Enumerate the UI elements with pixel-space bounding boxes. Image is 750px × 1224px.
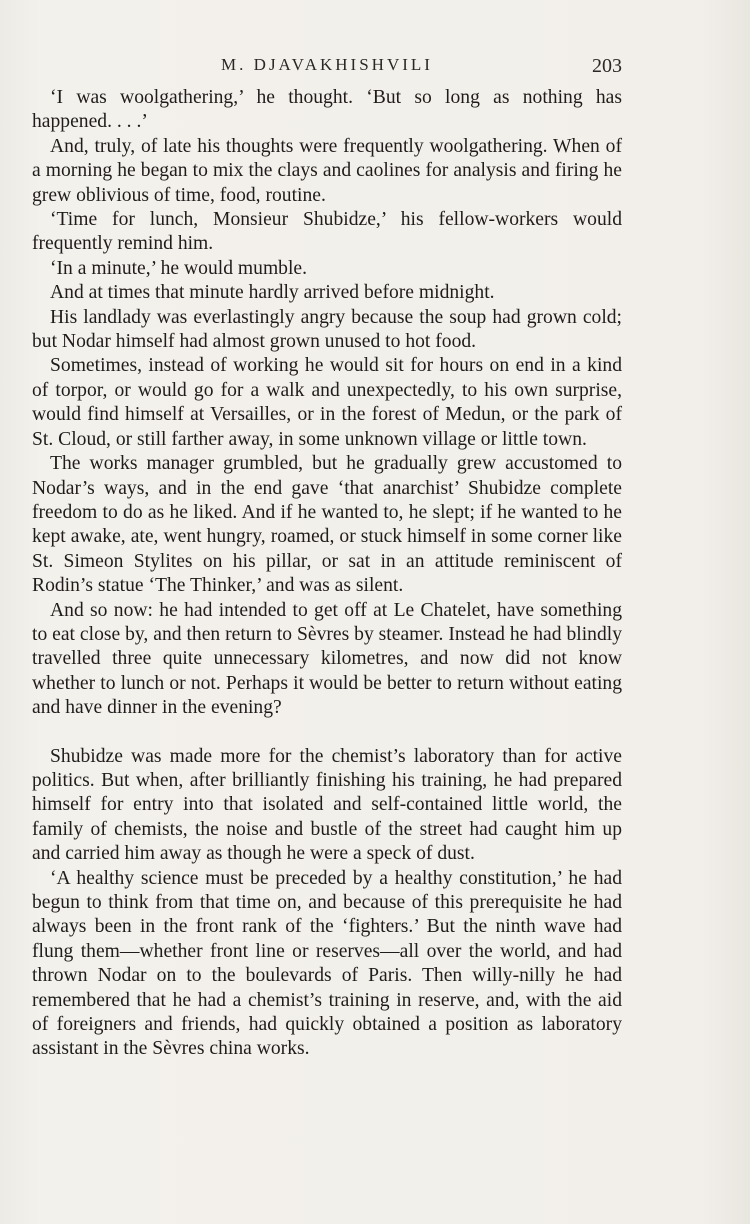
paragraph: ‘A healthy science must be preceded by a healthy constitution,’ he had begun to think from that time on, and because of this prerequisite he had always been in the front rank of the ‘fighters.’ But the ninth wave had flung them—whether front line or reserves—all over the world, and had thrown Nodar on to the boulevards of Paris. Then willy-nilly he had remembered that he had a chemist’s training in reserve, and, with the aid of foreigners and friends, had quickly obtained a position as laboratory assistant in the Sèvres china works.: [32, 867, 622, 1060]
paragraph: And so now: he had intended to get off at Le Chatelet, have something to eat close by, and then return to Sèvres by steamer. Instead he had blindly travelled three quite unnecessary kilometres, and now did not know whether to lunch or not. Perhaps it would be better to return without eating and have dinner in the evening?: [32, 599, 622, 719]
paragraph: Shubidze was made more for the chemist’s laboratory than for active politics. But when, after brilliantly finishing his training, he had prepared himself for entry into that isolated and self-contained little world, the family of chemists, the noise and bustle of the street had caught him up and carried him away as though he were a speck of dust.: [32, 745, 622, 865]
paragraph: ‘I was woolgathering,’ he thought. ‘But so long as nothing has happened. . . .’: [32, 87, 622, 133]
paragraph: And, truly, of late his thoughts were frequently woolgathering. When of a morning he began to mix the clays and caolines for analysis and firing he grew oblivious of time, food, routine.: [32, 135, 622, 206]
paragraph: Sometimes, instead of working he would sit for hours on end in a kind of torpor, or would go for a walk and unexpectedly, to his own surprise, would find himself at Versailles, or in the forest of Medun, or the park of St. Cloud, or still farther away, in some unknown village or little town.: [32, 355, 622, 450]
page-number: 203: [592, 55, 622, 77]
page-header: [32, 55, 622, 81]
body-text: [32, 86, 622, 1062]
paragraph: The works manager grumbled, but he gradually grew accustomed to Nodar’s ways, and in the end gave ‘that anarchist’ Shubidze complete freedom to do as he liked. And if he wanted to, he slept; if he wanted to he kept awake, ate, went hungry, roamed, or stuck himself in some corner like St. Simeon Stylites on his pillar, or sat in an attitude reminiscent of Rodin’s statue ‘The Thinker,’ and was as silent.: [32, 453, 622, 597]
paragraph: His landlady was everlastingly angry because the soup had grown cold; but Nodar himself had almost grown unused to hot food.: [32, 306, 622, 353]
paragraph: ‘In a minute,’ he would mumble.: [50, 257, 308, 279]
paragraph: ‘Time for lunch, Monsieur Shubidze,’ his fellow-workers would frequently remind him.: [32, 209, 622, 255]
paragraph: And at times that minute hardly arrived before midnight.: [50, 282, 495, 304]
running-head: M. DJAVAKHISHVILI: [221, 55, 433, 74]
